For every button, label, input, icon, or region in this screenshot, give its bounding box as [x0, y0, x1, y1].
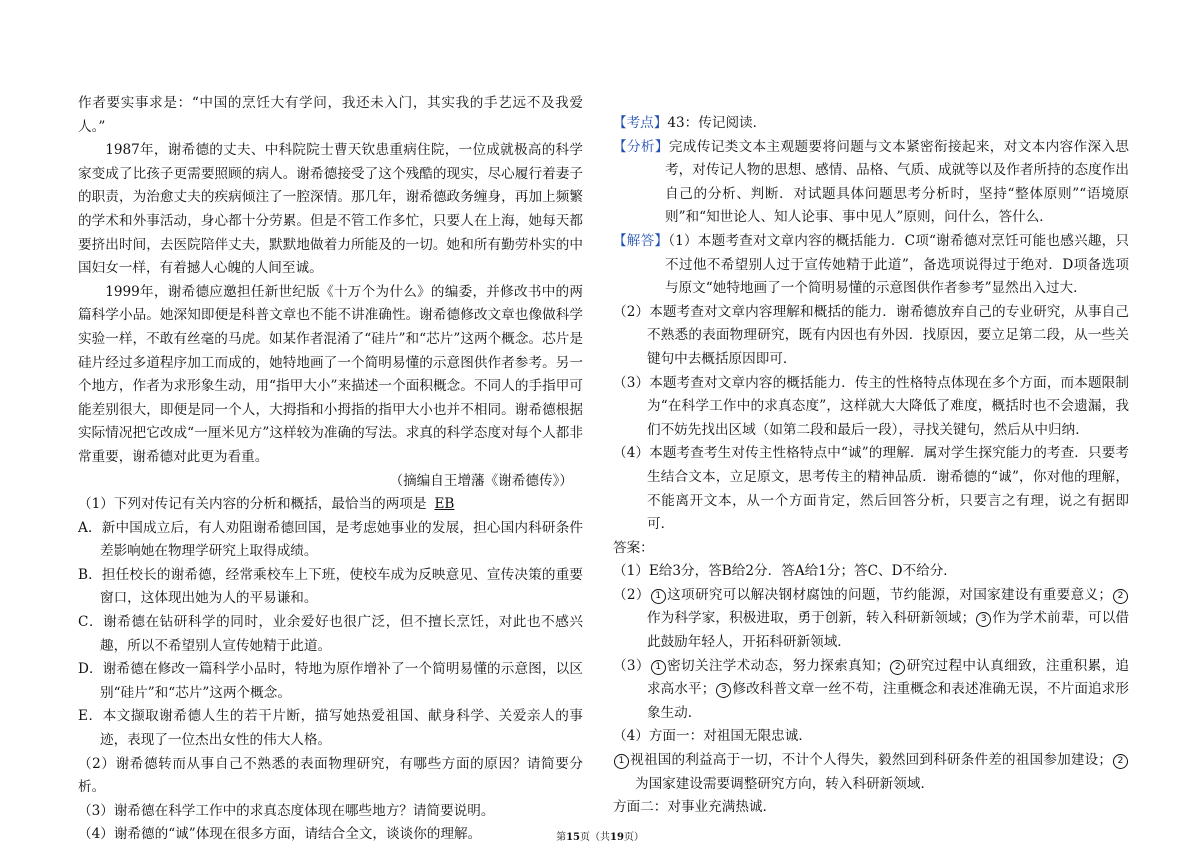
- answer-3: [613, 655, 1129, 726]
- answer-label: 答案：: [613, 539, 654, 556]
- jieda-2: （2）本题考查对文章内容理解和概括的能力．谢希德放弃自己的专业研究，从事自己不熟悉的表面物理研究，既有内因也有外因．找原因，要立足第二段，从一些关键句中去概括原因即可．: [613, 303, 1129, 367]
- option-d: D．谢希德在修改一篇科学小品时，特地为原作增补了一个简明易懂的示意图，以区别“硅片”和“芯片”这两个概念。: [78, 661, 583, 701]
- footer-pre: 第: [556, 832, 567, 843]
- answer-2-b: 作为科学家，积极进取，勇于创新，转入科研新领域；: [647, 610, 976, 627]
- option-a: A．新中国成立后，有人劝阻谢希德回国，是考虑她事业的发展，担心国内科研条件差影响她在物理学研究上取得成绩。: [78, 519, 583, 560]
- answer-4-a: 视祖国的利益高于一切，不计个人得失，毅然回到科研条件差的祖国参加建设；: [630, 752, 1112, 769]
- circled-number-2: 2: [1113, 754, 1128, 769]
- circled-number-3: 3: [976, 612, 991, 627]
- question-4: （4）谢希德的“诚”体现在很多方面，请结合全文，谈谈你的理解。: [78, 826, 482, 843]
- answer-2-c: 作为学术前辈，可以借此鼓励年轻人，开拓科研新领域．: [647, 610, 1130, 651]
- jieda-section: [613, 230, 1129, 301]
- fenxi-section: [613, 136, 1129, 230]
- fenxi-text: 完成传记类文本主观题要将问题与文本紧密衔接起来，对文本内容作深入思考，对传记人物的思想、感情、品格、气质、成就等以及作者所持的态度作出自己的分析、判断．对试题具体问题思考分析时，坚持“整体原则”“语境原则”和“知世论人、知人论事、事中见人”原则，问什么，答什么．: [665, 138, 1130, 226]
- answer-4: （4）方面一：对祖国无限忠诚．: [613, 728, 812, 745]
- source-citation: （摘编自王增藩《谢希德传》）: [389, 472, 573, 489]
- option-b: B．担任校长的谢希德，经常乘校车上下班，使校车成为反映意见、宣传决策的重要窗口，这体现出她为人的平易谦和。: [78, 566, 583, 607]
- circled-number-2: 2: [1113, 589, 1128, 604]
- option-c: C．谢希德在钻研科学的同时，业余爱好也很广泛，但不擅长烹饪，对此也不感兴趣，所以不希望别人宣传她精于此道。: [78, 614, 583, 654]
- footer-mid: 页（共: [580, 832, 610, 843]
- page-total: 19: [610, 832, 624, 843]
- answer-2-prefix: （2）: [613, 586, 650, 603]
- answer-3-a: 密切关注学术动态，努力探索真知；: [666, 657, 890, 674]
- circled-number-3: 3: [716, 683, 731, 698]
- answer-2-a: 这项研究可以解决钢材腐蚀的问题，节约能源，对国家建设有重要意义；: [666, 586, 1112, 603]
- answer-3-prefix: （3）: [613, 657, 650, 674]
- answer-4-b: 为国家建设需要调整研究方向，转入科研新领域．: [635, 775, 935, 792]
- question-1-answer: EB: [434, 496, 455, 513]
- question-1-text: （1）下列对传记有关内容的分析和概括，最恰当的两项是: [78, 496, 427, 513]
- circled-number-2: 2: [890, 660, 905, 675]
- answer-4-points: [613, 749, 1129, 796]
- page-footer: [0, 828, 1200, 843]
- question-2: （2）谢希德转而从事自己不熟悉的表面物理研究，有哪些方面的原因？请简要分析。: [78, 755, 583, 796]
- paragraph-2: 1999年，谢希德应邀担任新世纪版《十万个为什么》的编委，并修改书中的两篇科学小品。她深知即便是科普文章也不能不讲准确性。谢希德修改文章也像做科学实验一样，不敢有丝毫的马虎。如某作者混淆了“硅片”和“芯片”这两个概念。芯片是硅片经过多道程序加工而成的，她特地画了一个简明易懂的示意图供作者参考。另一个地方，作者为求形象生动，用“指甲大小”来描述一个面积概念。不同人的手指甲可能差别很大，即便是同一个人，大拇指和小拇指的指甲大小也并不相同。谢希德根据实际情况把它改成“一厘米见方”这样较为准确的写法。求真的科学态度对每个人都非常重要，谢希德对此更为看重。: [78, 283, 583, 465]
- right-column: [613, 112, 1129, 820]
- question-1: [78, 493, 583, 517]
- fenxi-tag: 【分析】: [613, 138, 669, 155]
- kaodian-text: 43：传记阅读．: [667, 115, 767, 131]
- paragraph-1: 1987年，谢希德的丈夫、中科院院士曹天钦患重病住院，一位成就极高的科学家变成了比孩子更需要照顾的病人。谢希德接受了这个残酷的现实，尽心履行着妻子的职责，为治愈丈夫的疾病倾注了一腔深情。那几年，谢希德政务缠身，再加上频繁的学术和外事活动，身心都十分劳累。但是不管工作多忙，只要人在上海，她每天都要挤出时间，去医院陪伴丈夫，默默地做着力所能及的一切。她和所有勤劳朴实的中国妇女一样，有着撼人心魄的人间至诚。: [78, 142, 583, 277]
- left-column: [78, 92, 583, 847]
- answer-3-c: 修改科普文章一丝不苟，注重概念和表述准确无误，不片面追求形象生动．: [647, 681, 1130, 721]
- kaodian-section: [613, 112, 1129, 136]
- answer-1: （1）E给3分，答B给2分．答A给1分；答C、D不给分．: [613, 563, 957, 580]
- footer-post: 页）: [623, 832, 644, 843]
- answer-3-b: 研究过程中认真细致，注重积累，追求高水平；: [647, 657, 1130, 698]
- answer-4-last: 方面二：对事业充满热诚．: [613, 799, 777, 816]
- answer-2: [613, 584, 1129, 655]
- jieda-4: （4）本题考查考生对传主性格特点中“诚”的理解．属对学生探究能力的考查．只要考生结合文本，立足原文，思考传主的精神品质．谢希德的“诚”，你对他的理解，不能离开文本，从一个方面肯定，然后回答分析，只要言之有理，说之有据即可．: [613, 445, 1129, 533]
- jieda-tag: 【解答】: [613, 232, 669, 249]
- paragraph-0: 作者要实事求是：“中国的烹饪大有学问，我还未入门，其实我的手艺远不及我爱人。”: [78, 95, 583, 135]
- jieda-3: （3）本题考查对文章内容的概括能力．传主的性格特点体现在多个方面，而本题限制为“在科学工作中的求真态度”，这样就大大降低了难度，概括时也不会遗漏，我们不妨先找出区域（如第二段和最后一段），寻找关键句，然后从中归纳．: [613, 374, 1129, 438]
- page-number: 15: [566, 832, 580, 843]
- circled-number-1: 1: [651, 589, 666, 604]
- question-3: （3）谢希德在科学工作中的求真态度体现在哪些地方？请简要说明。: [78, 802, 495, 819]
- circled-number-1: 1: [651, 660, 666, 675]
- kaodian-tag: 【考点】: [613, 115, 668, 131]
- option-e: E．本文撷取谢希德人生的若干片断，描写她热爱祖国、献身科学、关爱亲人的事迹，表现了一位杰出女性的伟大人格。: [78, 708, 583, 749]
- jieda-1: （1）本题考查对文章内容的概括能力．C项“谢希德对烹饪可能也感兴趣，只不过他不希望别人过于宣传她精于此道”，备选项说得过于绝对．D项备选项与原文“她特地画了一个简明易懂的示意图供作者参考”显然出入过大．: [665, 232, 1129, 297]
- circled-number-1: 1: [614, 754, 629, 769]
